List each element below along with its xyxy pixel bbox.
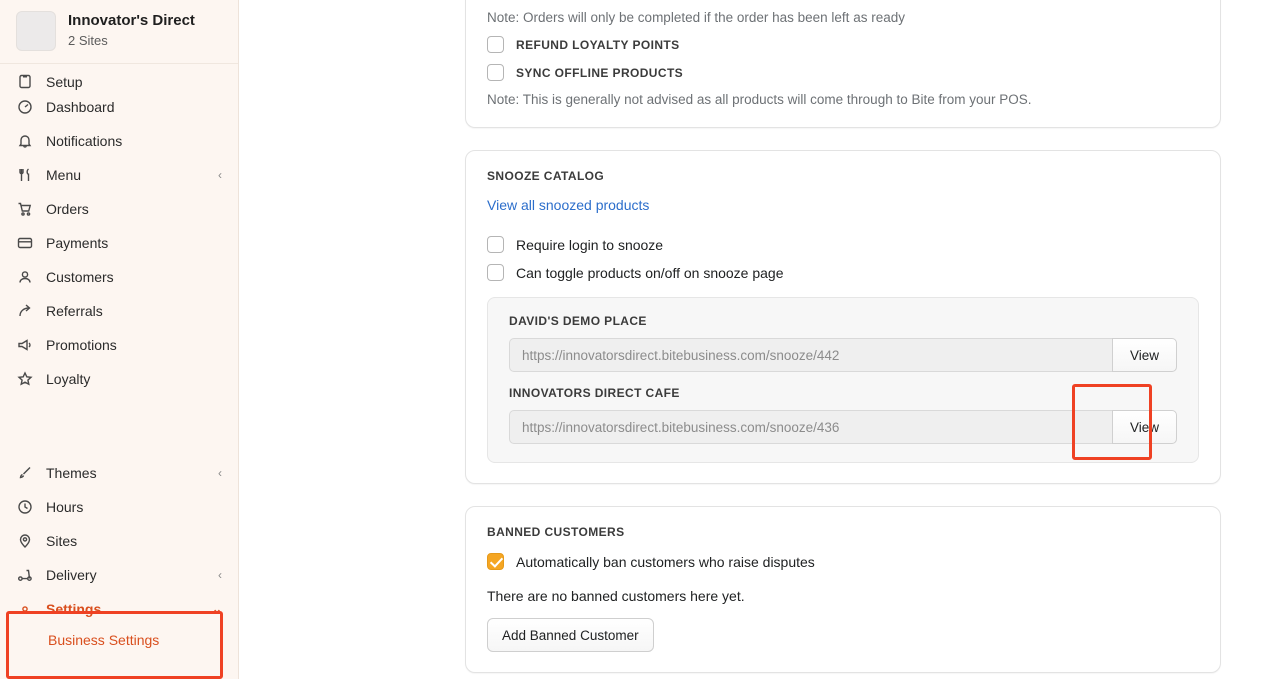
banned-customers-title: BANNED CUSTOMERS — [487, 525, 625, 539]
banned-customers-card-inner — [466, 507, 1220, 672]
refund-loyalty-points-checkbox[interactable] — [487, 36, 504, 53]
sidebar-label-hours: Hours — [46, 499, 84, 515]
brush-icon — [16, 464, 34, 482]
gauge-icon — [16, 98, 34, 116]
view-button-davids-demo-place[interactable]: View — [1112, 338, 1177, 372]
toggle-products-snooze-row[interactable] — [487, 264, 1199, 281]
auto-ban-disputes-label: Automatically ban customers who raise disputes — [516, 553, 815, 570]
sidebar-item-customers[interactable] — [0, 260, 238, 294]
sidebar-label-orders: Orders — [46, 201, 89, 217]
sync-offline-products-label: SYNC OFFLINE PRODUCTS — [516, 65, 684, 80]
sidebar-item-dashboard[interactable] — [0, 90, 238, 124]
toggle-products-snooze-label: Can toggle products on/off on snooze page — [516, 264, 784, 281]
sidebar-label-delivery: Delivery — [46, 567, 97, 583]
sidebar-label-settings: Settings — [46, 601, 102, 617]
banned-customers-card — [465, 506, 1221, 673]
orders-ready-note: Note: Orders will only be completed if the order has been left as ready — [487, 10, 905, 25]
sidebar-item-menu[interactable] — [0, 158, 238, 192]
pos-settings-card — [465, 0, 1221, 128]
view-all-snoozed-products-link[interactable]: View all snoozed products — [487, 197, 650, 213]
clock-icon — [16, 498, 34, 516]
sidebar-label-sites: Sites — [46, 533, 78, 549]
sidebar — [0, 0, 239, 679]
brand-text — [68, 12, 195, 49]
sidebar-item-orders[interactable] — [0, 192, 238, 226]
sidebar-item-hours[interactable] — [0, 490, 238, 524]
brand-logo — [16, 11, 56, 51]
nav-spacer — [0, 396, 238, 456]
brand-site-count: 2 Sites — [68, 33, 108, 48]
sidebar-item-delivery[interactable] — [0, 558, 238, 592]
auto-ban-disputes-checkbox[interactable] — [487, 553, 504, 570]
share-icon — [16, 302, 34, 320]
cutlery-icon — [16, 166, 34, 184]
snooze-url-input-innovators-direct-cafe[interactable] — [509, 410, 1112, 444]
snooze-catalog-card-inner — [466, 151, 1220, 483]
sidebar-label-referrals: Referrals — [46, 303, 103, 319]
chevron-left-icon: ‹ — [218, 466, 222, 480]
sidebar-label-menu: Menu — [46, 167, 82, 183]
sidebar-label-loyalty: Loyalty — [46, 371, 91, 387]
pos-settings-card-inner — [466, 0, 1220, 127]
sync-offline-products-row[interactable] — [487, 64, 1199, 81]
site-name-davids-demo-place: DAVID'S DEMO PLACE — [509, 314, 647, 328]
sidebar-item-business-settings[interactable] — [0, 626, 238, 654]
star-icon — [16, 370, 34, 388]
sidebar-label-setup: Setup — [46, 74, 83, 90]
add-banned-customer-button[interactable]: Add Banned Customer — [487, 618, 654, 652]
sidebar-item-sites[interactable] — [0, 524, 238, 558]
chevron-left-icon: ‹ — [218, 568, 222, 582]
chevron-down-icon: ⌄ — [211, 602, 222, 616]
sidebar-label-notifications: Notifications — [46, 133, 123, 149]
sidebar-item-referrals[interactable] — [0, 294, 238, 328]
pin-icon — [16, 532, 34, 550]
sidebar-label-payments: Payments — [46, 235, 109, 251]
sidebar-label-business-settings: Business Settings — [48, 632, 160, 648]
settings-content-column — [465, 0, 1221, 673]
toggle-products-snooze-checkbox[interactable] — [487, 264, 504, 281]
auto-ban-disputes-row[interactable] — [487, 553, 1199, 570]
sidebar-label-dashboard: Dashboard — [46, 99, 115, 115]
primary-nav — [0, 64, 238, 654]
gear-icon — [16, 600, 34, 618]
snooze-catalog-title: SNOOZE CATALOG — [487, 169, 605, 183]
snooze-url-input-davids-demo-place[interactable] — [509, 338, 1112, 372]
refund-loyalty-points-label: REFUND LOYALTY POINTS — [516, 37, 680, 52]
snooze-site-links-panel — [487, 297, 1199, 463]
card-icon — [16, 234, 34, 252]
snooze-url-row-innovators-direct-cafe — [509, 410, 1177, 444]
sidebar-label-customers: Customers — [46, 269, 114, 285]
user-icon — [16, 268, 34, 286]
sidebar-label-themes: Themes — [46, 465, 97, 481]
chevron-left-icon: ‹ — [218, 168, 222, 182]
sidebar-item-promotions[interactable] — [0, 328, 238, 362]
require-login-to-snooze-row[interactable] — [487, 236, 1199, 253]
view-button-wrapper-innovators-direct-cafe — [1112, 410, 1177, 444]
require-login-to-snooze-label: Require login to snooze — [516, 236, 664, 253]
banned-customers-empty-text: There are no banned customers here yet. — [487, 588, 745, 604]
clipboard-icon — [16, 72, 34, 90]
sidebar-item-loyalty[interactable] — [0, 362, 238, 396]
refund-loyalty-points-row[interactable] — [487, 36, 1199, 53]
sidebar-item-notifications[interactable] — [0, 124, 238, 158]
require-login-to-snooze-checkbox[interactable] — [487, 236, 504, 253]
sidebar-item-themes[interactable] — [0, 456, 238, 490]
sidebar-item-setup[interactable] — [0, 68, 238, 90]
brand-header[interactable] — [0, 0, 238, 64]
scooter-icon — [16, 566, 34, 584]
snooze-catalog-card — [465, 150, 1221, 484]
sidebar-item-settings[interactable] — [0, 592, 238, 626]
sidebar-item-payments[interactable] — [0, 226, 238, 260]
site-name-innovators-direct-cafe: INNOVATORS DIRECT CAFE — [509, 386, 680, 400]
sidebar-label-promotions: Promotions — [46, 337, 117, 353]
sync-offline-products-checkbox[interactable] — [487, 64, 504, 81]
bell-icon — [16, 132, 34, 150]
view-button-innovators-direct-cafe[interactable]: View — [1112, 410, 1177, 444]
main-content — [239, 0, 1287, 679]
sync-offline-products-note: Note: This is generally not advised as all products will come through to Bite from your POS. — [487, 92, 1032, 107]
snooze-url-row-davids-demo-place — [509, 338, 1177, 372]
cart-icon — [16, 200, 34, 218]
megaphone-icon — [16, 336, 34, 354]
brand-name: Innovator's Direct — [68, 12, 195, 29]
